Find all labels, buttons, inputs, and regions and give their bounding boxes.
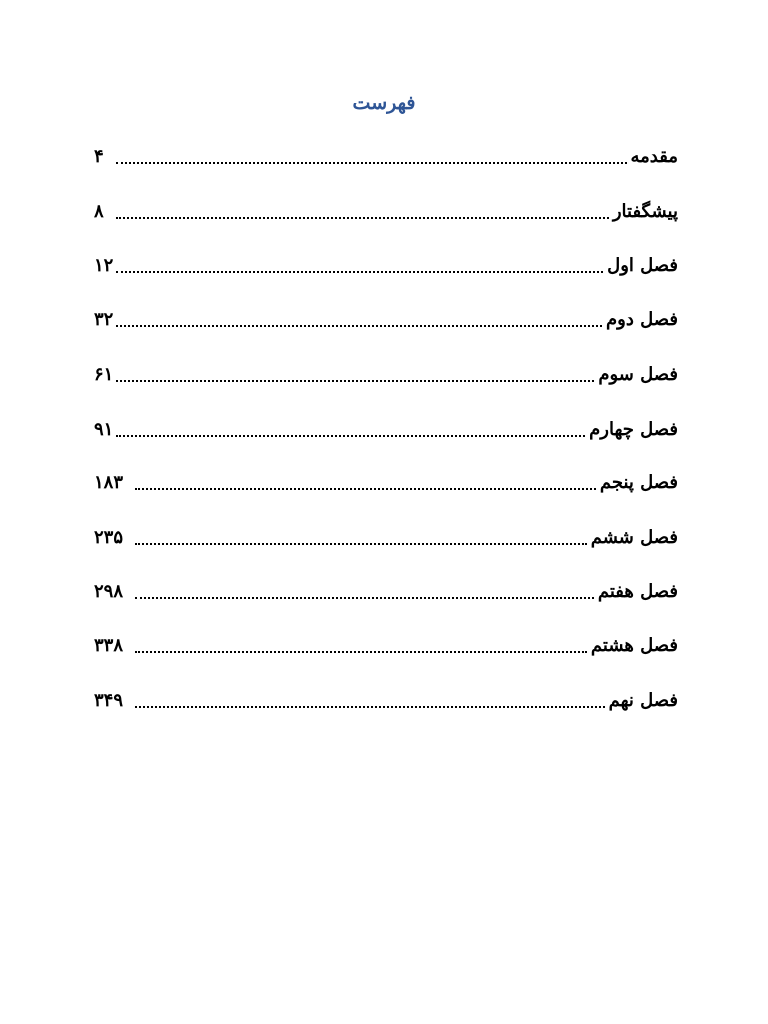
toc-leader-dots — [135, 488, 596, 490]
toc-entry-page: ۱۲ — [94, 255, 114, 276]
toc-entry-page: ۹۱ — [94, 419, 114, 440]
toc-entry-label: فصل پنجم — [599, 472, 678, 493]
toc-entry-page: ۳۳۸ — [94, 635, 124, 656]
toc-leader-dots — [135, 597, 594, 599]
toc-entry-page: ۲۳۵ — [94, 527, 124, 548]
toc-leader-dots — [116, 217, 609, 219]
toc-entry-label: فصل اول — [607, 255, 678, 276]
toc-entry[interactable] — [94, 466, 678, 498]
toc-entry-label: مقدمه — [630, 146, 678, 167]
toc-title: فهرست — [352, 92, 416, 114]
toc-entry-page: ۶۱ — [94, 364, 114, 385]
toc-leader-dots — [135, 651, 587, 653]
toc-entry-page: ۳۴۹ — [94, 690, 124, 711]
toc-entry-page: ۸ — [94, 201, 104, 222]
toc-entry[interactable] — [94, 358, 678, 390]
toc-entry-page: ۴ — [94, 146, 104, 167]
toc-entry-page: ۲۹۸ — [94, 581, 124, 602]
toc-entry-label: فصل نهم — [608, 690, 678, 711]
toc-entry-label: پیشگفتار — [612, 201, 678, 222]
toc-leader-dots — [116, 380, 594, 382]
toc-leader-dots — [135, 543, 587, 545]
toc-entry[interactable] — [94, 140, 678, 172]
toc-entry-label: فصل دوم — [606, 309, 678, 330]
toc-entry[interactable] — [94, 521, 678, 553]
toc-leader-dots — [135, 706, 605, 708]
toc-leader-dots — [116, 271, 603, 273]
toc-entry[interactable] — [94, 249, 678, 281]
toc-entry[interactable] — [94, 629, 678, 661]
toc-entry[interactable] — [94, 195, 678, 227]
toc-entry[interactable] — [94, 575, 678, 607]
toc-leader-dots — [116, 435, 585, 437]
toc-entry-label: فصل هفتم — [597, 581, 678, 602]
toc-entry[interactable] — [94, 303, 678, 335]
toc-leader-dots — [116, 162, 627, 164]
toc-entry[interactable] — [94, 684, 678, 716]
toc-entry[interactable] — [94, 413, 678, 445]
toc-entry-label: فصل ششم — [590, 527, 678, 548]
toc-leader-dots — [116, 325, 602, 327]
toc-entry-label: فصل هشتم — [590, 635, 678, 656]
toc-entry-page: ۳۲ — [94, 309, 114, 330]
toc-entry-page: ۱۸۳ — [94, 472, 124, 493]
toc-entry-label: فصل سوم — [598, 364, 678, 385]
toc-entry-label: فصل چهارم — [589, 419, 678, 440]
